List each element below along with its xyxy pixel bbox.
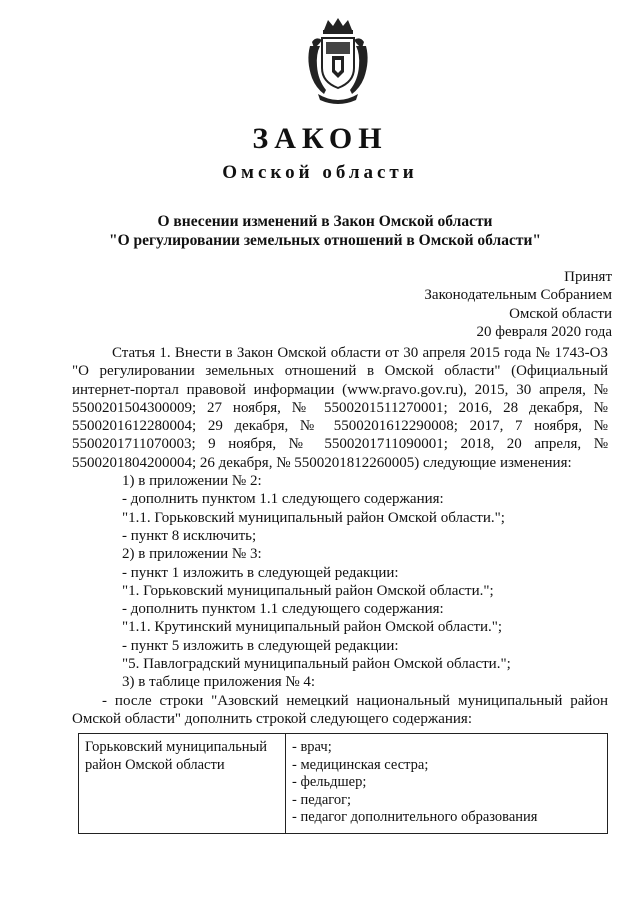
district-cell: Горьковский муниципальный район Омской области (79, 734, 286, 834)
amendment-line: - пункт 8 исключить; (122, 527, 257, 544)
adoption-line-1: Принят (564, 269, 612, 285)
inserted-row-table (78, 733, 608, 834)
document-subtitle: Омской области (222, 162, 418, 183)
amendment-last-paragraph: - после строки "Азовский немецкий национальный муниципальный район Омской области" дополнить строкой следующего содержания: (72, 692, 608, 727)
profession-item: - педагог дополнительного образования (292, 809, 538, 825)
article-body (72, 344, 608, 728)
profession-item: - врач; (292, 739, 332, 755)
amendment-line: "1.1. Горьковский муниципальный район Омской области."; (122, 509, 505, 526)
law-heading-line-2: "О регулировании земельных отношений в Омской области" (108, 232, 542, 249)
adoption-block (424, 268, 612, 342)
amendment-line: 3) в таблице приложения № 4: (122, 674, 316, 691)
law-heading (40, 212, 610, 250)
amendment-line: "5. Павлоградский муниципальный район Омской области."; (122, 656, 511, 673)
amendment-line: 2) в приложении № 3: (122, 546, 262, 563)
amendment-line: - дополнить пунктом 1.1 следующего содержания: (122, 491, 444, 508)
profession-item: - фельдшер; (292, 774, 367, 790)
article-intro: Статья 1. Внести в Закон Омской области от 30 апреля 2015 года № 1743-ОЗ "О регулировании земельных отношений в Омской области" (Официальный интернет-портал правовой информации (www.pravo.gov.ru), 2015, 30 апреля, № 5500201504300009; 27 ноября, № 5500201511270001; 2016, 28 декабря, № 5500201612280004; 29 декабря, № 5500201612290008; 2017, 7 ноября, № 5500201711070003; 9 ноября, № 5500201711090001; 2018, 20 апреля, № 5500201804200004; 26 декабря, № 5500201812260005) следующие изменения: (72, 345, 608, 471)
document-title: ЗАКОН (252, 122, 388, 155)
professions-cell (286, 734, 608, 834)
amendment-line: - пункт 1 изложить в следующей редакции: (122, 564, 399, 581)
amendment-line: 1) в приложении № 2: (122, 473, 262, 490)
adoption-line-2: Законодательным Собранием (424, 287, 612, 304)
adoption-line-3: Омской области (509, 305, 612, 322)
amendment-line: "1.1. Крутинский муниципальный район Омской области."; (122, 619, 503, 636)
amendment-line: - дополнить пунктом 1.1 следующего содержания: (122, 601, 444, 618)
amendment-line: - пункт 5 изложить в следующей редакции: (122, 637, 399, 654)
omsk-coat-of-arms-icon (302, 16, 374, 106)
profession-item: - медицинская сестра; (292, 756, 429, 773)
amendment-line: "1. Горьковский муниципальный район Омской области."; (122, 582, 494, 599)
adoption-date: 20 февраля 2020 года (476, 324, 612, 341)
law-heading-line-1: О внесении изменений в Закон Омской области (157, 213, 493, 230)
profession-item: - педагог; (292, 791, 352, 808)
table-row (79, 734, 608, 834)
